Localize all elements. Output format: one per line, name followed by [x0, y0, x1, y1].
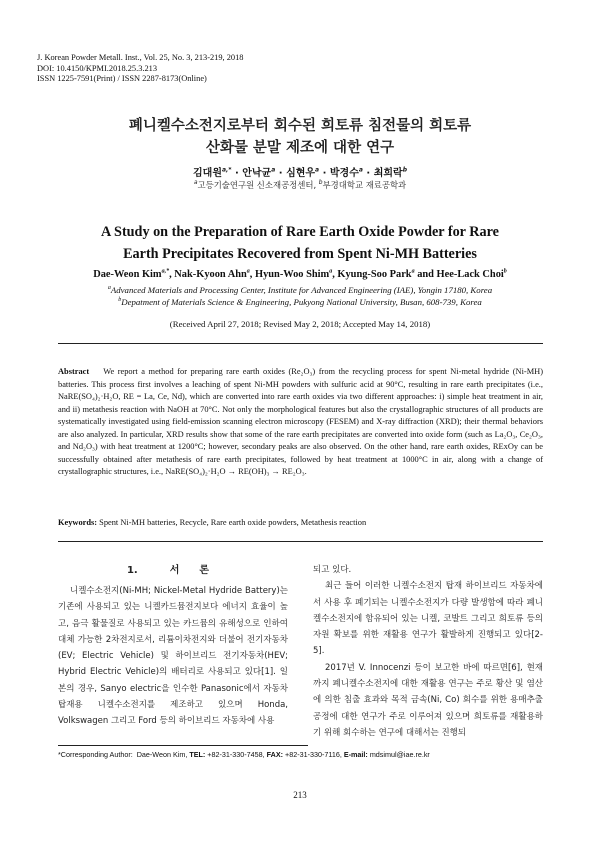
keywords-text: Spent Ni-MH batteries, Recycle, Rare earth oxide powders, Metathesis reaction: [99, 518, 367, 527]
corresponding-author-footnote: [58, 750, 430, 759]
abstract-label: Abstract: [58, 367, 90, 376]
author-affil-mark: a,*: [161, 268, 170, 275]
korean-author: 심현우: [286, 168, 316, 179]
left-column: [58, 563, 288, 730]
journal-doi: DOI: 10.4150/KPMI.2018.25.3.213: [37, 63, 158, 73]
author-affil-mark: b: [503, 268, 507, 275]
korean-title-line1: 폐니켈수소전지로부터 회수된 희토류 침전물의 희토류: [128, 118, 472, 134]
english-affiliation-b: [20, 297, 580, 309]
korean-author: 박경수: [329, 168, 359, 179]
tel-value: +82-31-330-7458,: [207, 750, 265, 759]
abstract-bottom-rule: [58, 541, 543, 542]
abstract: [58, 366, 543, 479]
email-value: mdsimul@iae.re.kr: [369, 750, 430, 759]
body-paragraph: 니켈수소전지(Ni-MH; Nickel-Metal Hydride Battery)는 기존에 사용되고 있는 니켈카드뮴전지보다 에너지 효율이 높고, 음극 활물질로 사용되고 있는 카드뮴의 유해성으로 인하여 대체 가능한 2차전지로서, 리튬이차전지와 더불어 전기자동차(EV; Electric Vehicle) 및 하이브리드 전기자동차(HEV; Hybrid Electric Vehicle)의 배터리로 사용되고 있다[1]. 일본의 경우, Sanyo electric을 인수한 Panasonic에서 자동차 탑재용 니켈수소전지를 제조하고 있으며 Honda, Volkswagen 그리고 Ford 등의 하이브리드 자동차에 사용: [58, 586, 288, 727]
fax-label: FAX:: [266, 750, 284, 759]
body-paragraph: 최근 들어 이러한 니켈수소전지 탑재 하이브리드 자동차에서 사용 후 폐기되는 니켈수소전지가 다량 발생함에 따라 폐니켈수소전지에 함유되어 있는 니켈, 코발트 그리고 희토류 등의 자원 확보를 위한 재활용 연구가 활발하게 진행되고 있다[2-5].: [313, 581, 543, 657]
affiliation-text: Advanced Materials and Processing Center, Institute for Advanced Engineering (IAE), Yongin 17180, Korea: [110, 285, 493, 295]
author-affil-mark: a: [246, 268, 250, 275]
english-author: Hee-Lack Choi: [436, 269, 504, 280]
author-separator: ·: [278, 168, 283, 179]
english-title-line1: A Study on the Preparation of Rare Earth Oxide Powder for Rare: [101, 224, 499, 240]
affil-mark: b: [118, 296, 122, 303]
english-title: [40, 221, 560, 265]
english-author: Nak-Kyoon Ahn: [174, 269, 247, 280]
email-label: E-mail:: [343, 750, 368, 759]
body-paragraph: 되고 있다.: [313, 565, 352, 575]
journal-issn: ISSN 1225-7591(Print) / ISSN 2287-8173(Online): [37, 74, 207, 84]
author-affil-mark: a: [329, 268, 333, 275]
korean-author: 김대원: [193, 168, 222, 179]
english-author: Kyung-Soo Park: [337, 269, 412, 280]
author-separator: ·: [322, 168, 327, 179]
english-affiliation-a: [20, 285, 580, 297]
english-title-line2: Earth Precipitates Recovered from Spent Ni-MH Batteries: [123, 246, 477, 262]
body-paragraph: 2017년 V. Innocenzi 등이 보고한 바에 따르면[6], 현재까지 폐니켈수소전지에 대한 재활용 연구는 주로 황산 및 염산에 의한 침출 효과와 목적 금속(Ni, Co) 회수를 위한 용매추출 공정에 대한 연구가 주로 이루어져 있으며 희토류를 재활용하기 위해 회수하는 연구에 대해서는 진행되: [313, 662, 543, 738]
section-number: 1.: [126, 565, 138, 576]
english-author: Hyun-Woo Shim: [254, 269, 330, 280]
keywords: [58, 518, 543, 527]
korean-author: 최희락: [373, 168, 403, 179]
footnote-label: *Corresponding Author:: [58, 750, 133, 759]
affiliation-text: Depatment of Materials Science & Engineering, Pukyong National University, Busan, 608-739, Korea: [121, 296, 482, 307]
affil-mark: b: [318, 179, 323, 187]
tel-label: TEL:: [189, 750, 206, 759]
abstract-top-rule: [58, 343, 543, 344]
korean-author: 안낙균: [242, 168, 272, 179]
right-column: [313, 562, 543, 741]
korean-authors: [60, 164, 540, 179]
affil-mark: a: [193, 179, 198, 187]
author-affil-mark: a: [271, 166, 276, 174]
journal-citation: J. Korean Powder Metall. Inst., Vol. 25, No. 3, 213-219, 2018: [37, 53, 244, 62]
author-separator: ·: [366, 168, 371, 179]
fax-value: +82-31-330-7116,: [285, 750, 342, 759]
english-affiliations: [20, 285, 580, 308]
page-number: 213: [293, 790, 307, 800]
footnote-rule: [58, 745, 308, 746]
abstract-text: We report a method for preparing rare earth oxides (Re₂O₃) from the recycling process for spent Ni-metal hydride (Ni-MH) batteries. This process first involves a leaching of spent Ni-MH powders with sulfuric acid at 90°C, resulting in rare earth precipitates (i.e., NaRE(SO₄)₂·H₂O, RE = La, Ce, Nd), which are converted into rare earth oxides via two different approaches: i) simple heat treatment in air, and ii) metathesis reaction with NaOH at 70°C. Not only the morphological features but also the crystallographic structures of all products are systematically investigated using field-emission scanning electron microscopy (FESEM) and X-ray diffraction (XRD); their thermal behaviors are also analyzed. In particular, XRD results show that some of the rare earth precipitates are converted into oxide form (such as La₂O₃, Ce₂O₃, and Nd₂O₃) with heat treatment at 1200°C; however, secondary peaks are also observed. On the other hand, rare earth oxides, RExOy can be successfully obtained after metathesis of rare earth precipitates, followed by heat treatment at 1000°C in air, along with a change of crystallographic structures, i.e., NaRE(SO₄)₂·H₂O → RE(OH)₃ → RE₂O₃.: [58, 367, 543, 477]
section-heading: [58, 563, 288, 579]
section-title-char: 서: [169, 565, 180, 576]
english-author: Dae-Weon Kim: [93, 269, 162, 280]
author-affil-mark: a,*: [221, 166, 232, 174]
footnote-name: Dae-Weon Kim,: [136, 750, 188, 759]
korean-title: [60, 115, 540, 159]
received-dates: (Received April 27, 2018; Revised May 2, 2018; Accepted May 14, 2018): [169, 319, 431, 329]
journal-info: [37, 53, 244, 85]
korean-affiliation-b: 부경대학교 재료공학과: [322, 180, 407, 190]
korean-affiliation-a: 고등기술연구원 신소재공정센터,: [197, 180, 319, 190]
author-affil-mark: a: [358, 166, 363, 174]
korean-affiliations: [60, 179, 540, 191]
section-title-char: 론: [199, 565, 210, 576]
english-authors: Dae-Weon Kim$^{a,*}$, Nak-Kyoon Ahn$^a$, Hyun-Woo Shim$^a$, Kyung-Soo Park$^a$ and Hee-Lack Choi$^b$: [93, 268, 507, 280]
author-affil-mark: b: [402, 166, 407, 174]
author-separator: ·: [234, 168, 239, 179]
korean-title-line2: 산화물 분말 제조에 대한 연구: [205, 140, 395, 156]
keywords-label: Keywords:: [58, 518, 98, 527]
affil-mark: a: [107, 285, 111, 292]
author-affil-mark: a: [411, 268, 415, 275]
author-affil-mark: a: [315, 166, 320, 174]
